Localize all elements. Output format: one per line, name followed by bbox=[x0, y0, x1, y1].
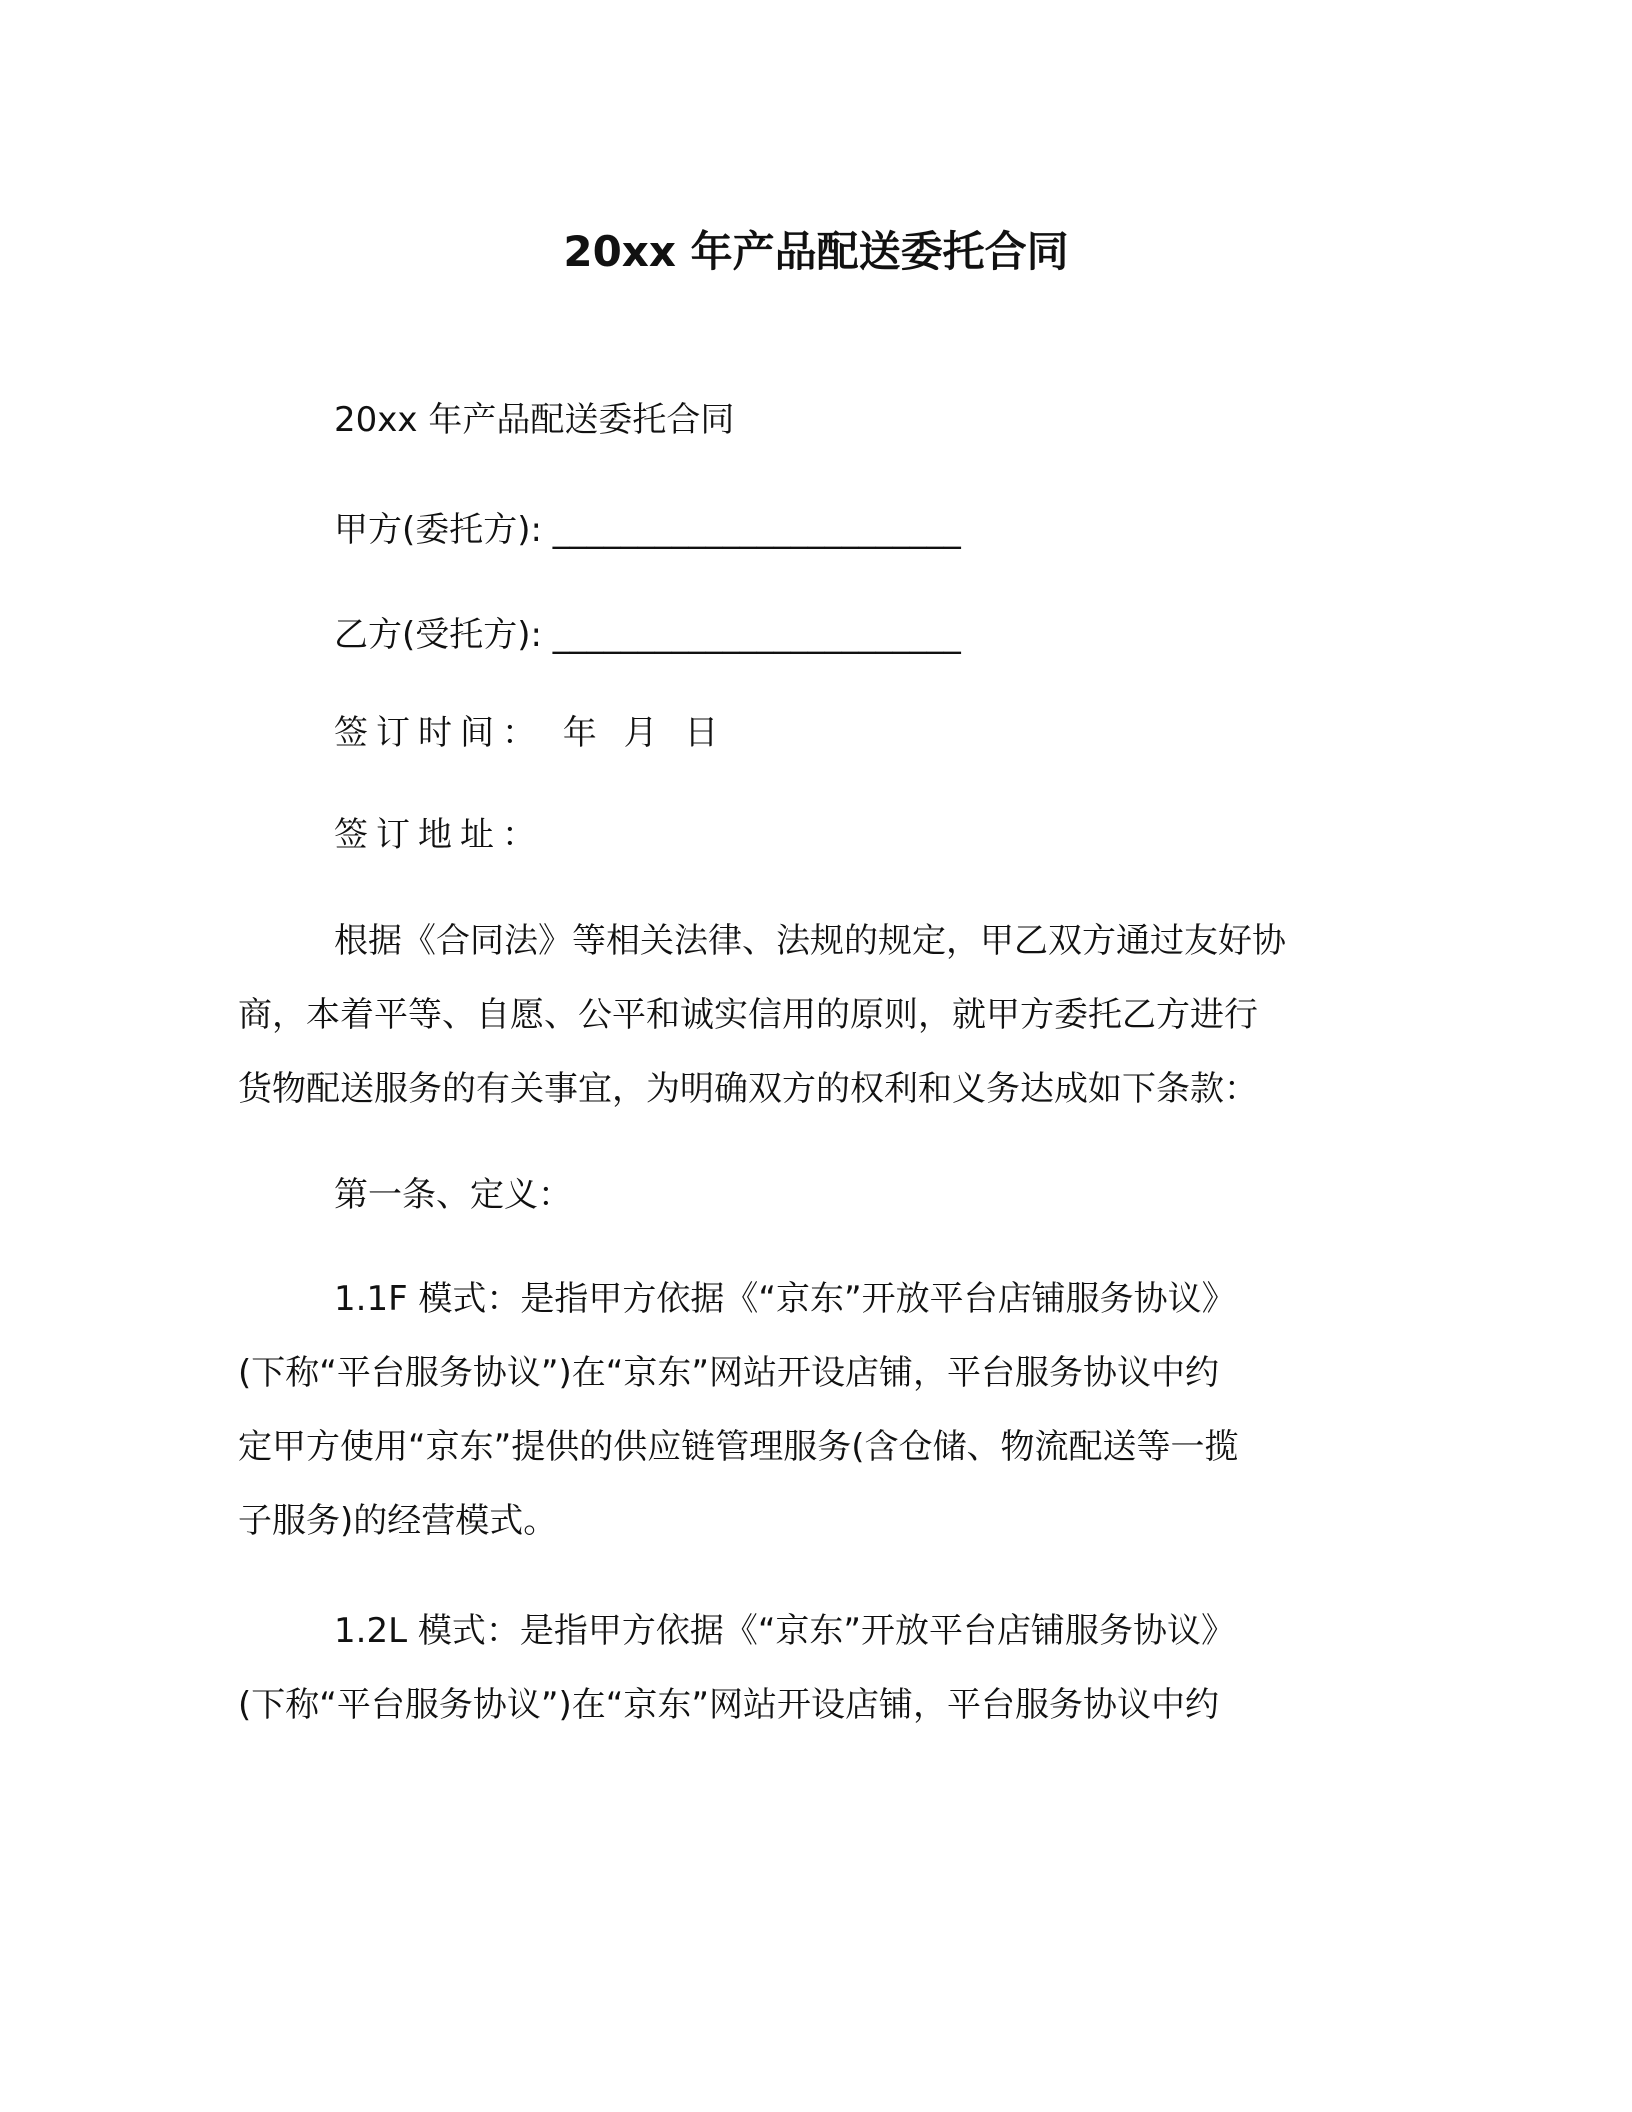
clause-1-1-line-3: 定甲方使用“京东”提供的供应链管理服务(含仓储、物流配送等一揽 bbox=[238, 1427, 1239, 1467]
clause-1-1-line-2: (下称“平台服务协议”)在“京东”网站开设店铺，平台服务协议中约 bbox=[238, 1353, 1219, 1393]
party-a-label: 甲方(委托方): bbox=[334, 510, 542, 550]
party-a-blank: ________________________ bbox=[552, 510, 961, 550]
party-b-label: 乙方(受托方): bbox=[334, 615, 542, 655]
article-1-heading: 第一条、定义： bbox=[334, 1175, 572, 1215]
preamble-line-3: 货物配送服务的有关事宜，为明确双方的权利和义务达成如下条款： bbox=[238, 1069, 1258, 1109]
sign-place: 签订地址： bbox=[334, 815, 544, 855]
party-a-line bbox=[334, 505, 961, 555]
party-b-blank: ________________________ bbox=[552, 615, 961, 655]
clause-1-2-line-1: 1.2L 模式：是指甲方依据《“京东”开放平台店铺服务协议》 bbox=[334, 1611, 1236, 1651]
clause-1-2-line-2: (下称“平台服务协议”)在“京东”网站开设店铺，平台服务协议中约 bbox=[238, 1685, 1219, 1725]
clause-1-1-line-4: 子服务)的经营模式。 bbox=[238, 1501, 558, 1541]
document-title: 20xx 年产品配送委托合同 bbox=[563, 227, 1069, 276]
preamble-line-1: 根据《合同法》等相关法律、法规的规定，甲乙双方通过友好协 bbox=[334, 921, 1286, 961]
sign-time: 签订时间： 年 月 日 bbox=[334, 713, 727, 753]
document-subtitle: 20xx 年产品配送委托合同 bbox=[334, 400, 735, 440]
clause-1-1-line-1: 1.1F 模式：是指甲方依据《“京东”开放平台店铺服务协议》 bbox=[334, 1279, 1236, 1319]
preamble-line-2: 商，本着平等、自愿、公平和诚实信用的原则，就甲方委托乙方进行 bbox=[238, 995, 1258, 1035]
party-b-line bbox=[334, 610, 961, 660]
